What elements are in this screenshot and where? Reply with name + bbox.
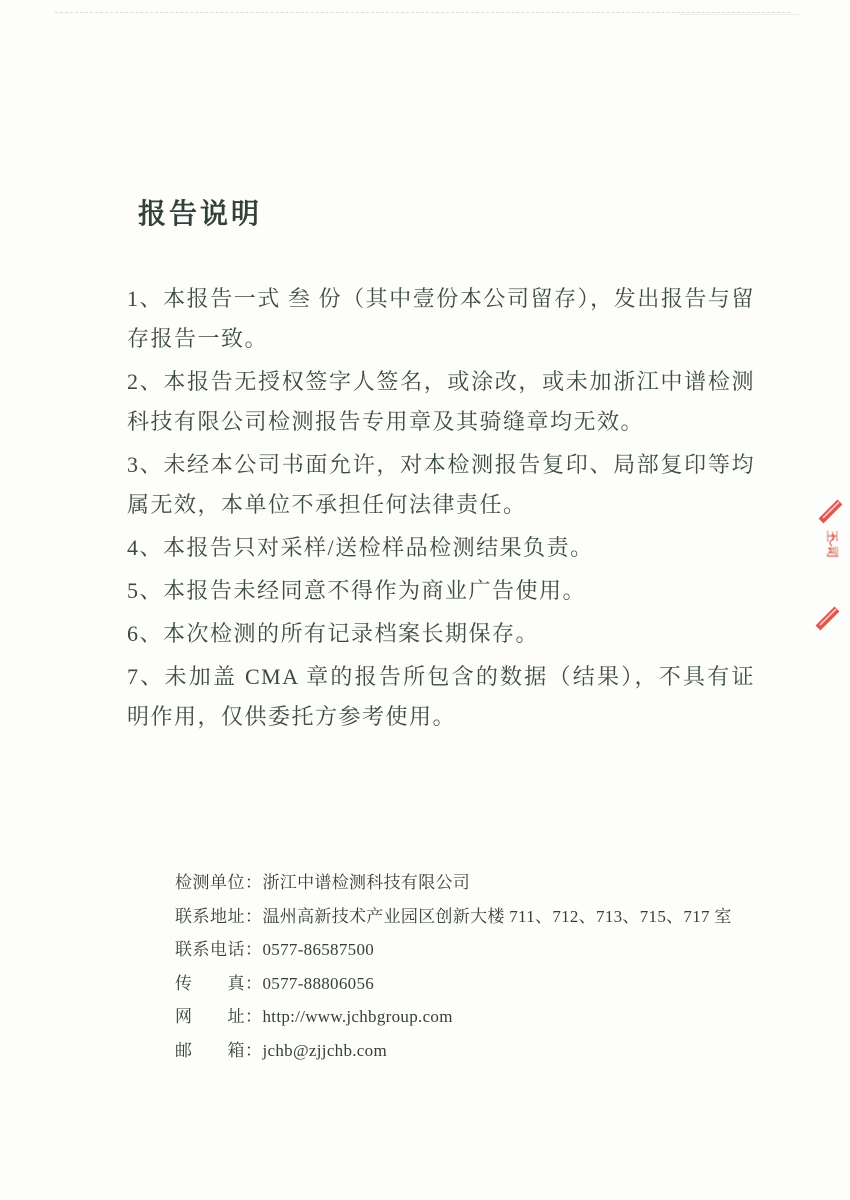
contact-row-email	[175, 1034, 775, 1068]
note-item-1: 1、本报告一式 叁 份（其中壹份本公司留存），发出报告与留存报告一致。	[127, 286, 755, 351]
scan-artifact-line	[55, 12, 790, 13]
contact-label: 邮 箱：	[175, 1040, 263, 1060]
contact-row-address	[175, 900, 775, 934]
note-item-4: 4、本报告只对采样/送检样品检测结果负责。	[127, 535, 594, 560]
scan-artifact-line	[680, 14, 800, 15]
note-item-5: 5、本报告未经同意不得作为商业广告使用。	[127, 578, 587, 603]
contact-label: 联系电话：	[175, 940, 263, 959]
contact-value: 温州高新技术产业园区创新大楼 711、712、713、715、717 室	[262, 906, 732, 926]
contact-row-phone	[175, 933, 775, 967]
note-item-7: 7、未加盖 CMA 章的报告所包含的数据（结果），不具有证明作用，仅供委托方参考使用。	[127, 664, 755, 729]
contact-label: 网 址：	[175, 1007, 263, 1026]
contact-label: 传 真：	[175, 973, 263, 993]
contact-label: 检测单位：	[175, 873, 263, 892]
note-item-2: 2、本报告无授权签字人签名，或涂改，或未加浙江中谱检测科技有限公司检测报告专用章及其骑缝章均无效。	[127, 369, 755, 434]
red-seam-seal-fragment-icon	[812, 498, 850, 638]
seal-partial-characters: 王司	[825, 530, 839, 563]
page-title: 报告说明	[138, 199, 263, 230]
report-notes-list	[127, 279, 755, 740]
contact-row-fax	[175, 967, 775, 1001]
contact-value: 0577-88806056	[262, 973, 375, 993]
contact-row-website	[175, 1000, 775, 1034]
contact-value: http://www.jchbgroup.com	[262, 1007, 453, 1026]
contact-row-unit	[175, 866, 775, 900]
note-item-3: 3、未经本公司书面允许，对本检测报告复印、局部复印等均属无效，本单位不承担任何法律责任。	[127, 452, 755, 517]
seal-stroke-marks-icon	[812, 498, 850, 638]
contact-info-block	[175, 866, 775, 1067]
contact-value: jchb@zjjchb.com	[262, 1040, 387, 1060]
contact-value: 浙江中谱检测科技有限公司	[262, 873, 471, 892]
note-item-6: 6、本次检测的所有记录档案长期保存。	[127, 621, 540, 646]
contact-value: 0577-86587500	[262, 940, 375, 959]
contact-label: 联系地址：	[175, 906, 263, 926]
